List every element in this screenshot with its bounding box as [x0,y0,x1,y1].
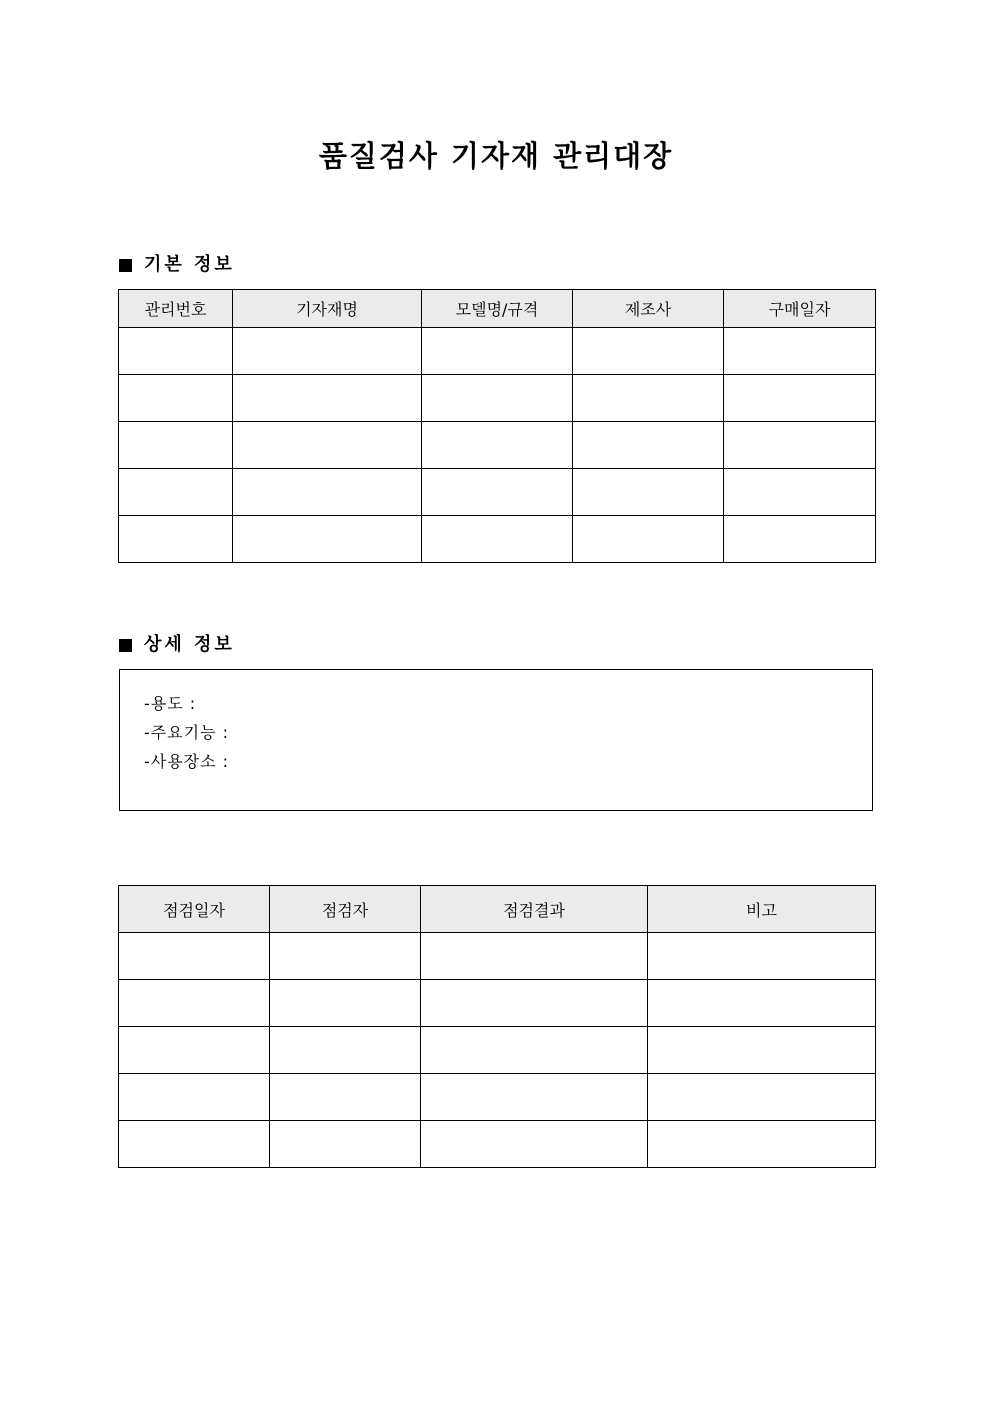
column-header-equipment-name: 기자재명 [233,290,422,328]
table-cell[interactable] [119,422,233,469]
table-cell[interactable] [648,980,876,1027]
table-cell[interactable] [119,1074,270,1121]
detail-info-box[interactable] [119,669,873,811]
column-header-management-number: 관리번호 [119,290,233,328]
square-bullet-icon [119,639,132,652]
table-cell[interactable] [422,516,573,563]
table-row [119,328,876,375]
table-cell[interactable] [573,375,724,422]
table-cell[interactable] [119,375,233,422]
column-header-inspector: 점검자 [270,886,421,933]
table-cell[interactable] [270,980,421,1027]
inspection-table [118,885,876,1168]
table-cell[interactable] [233,469,422,516]
table-row [119,516,876,563]
detail-info-heading [119,633,235,657]
table-row [119,980,876,1027]
square-bullet-icon [119,259,132,272]
table-cell[interactable] [573,469,724,516]
basic-info-heading-label: 기본 정보 [144,254,235,275]
table-cell[interactable] [421,1027,648,1074]
table-cell[interactable] [648,1074,876,1121]
table-cell[interactable] [119,980,270,1027]
column-header-inspection-result: 점검결과 [421,886,648,933]
table-cell[interactable] [648,933,876,980]
column-header-purchase-date: 구매일자 [724,290,876,328]
table-cell[interactable] [724,375,876,422]
table-cell[interactable] [233,375,422,422]
table-cell[interactable] [270,1074,421,1121]
table-row [119,422,876,469]
table-cell[interactable] [270,933,421,980]
column-header-model-spec: 모델명/규격 [422,290,573,328]
table-row [119,1027,876,1074]
table-cell[interactable] [724,469,876,516]
table-row [119,933,876,980]
table-row [119,375,876,422]
table-cell[interactable] [422,328,573,375]
table-cell[interactable] [648,1027,876,1074]
table-cell[interactable] [573,328,724,375]
column-header-manufacturer: 제조사 [573,290,724,328]
table-cell[interactable] [119,328,233,375]
table-cell[interactable] [270,1121,421,1168]
table-cell[interactable] [421,980,648,1027]
table-cell[interactable] [573,516,724,563]
table-cell[interactable] [119,1121,270,1168]
table-cell[interactable] [270,1027,421,1074]
table-cell[interactable] [648,1121,876,1168]
table-cell[interactable] [724,422,876,469]
table-row [119,1074,876,1121]
table-cell[interactable] [119,469,233,516]
table-cell[interactable] [421,1121,648,1168]
table-cell[interactable] [119,516,233,563]
detail-info-heading-label: 상세 정보 [144,634,235,655]
page-title: 품질검사 기자재 관리대장 [318,139,674,173]
table-cell[interactable] [233,422,422,469]
table-cell[interactable] [724,328,876,375]
detail-line-main-function: -주요기능 : [144,723,230,742]
table-row [119,1121,876,1168]
detail-line-usage-location: -사용장소 : [144,752,230,771]
table-cell[interactable] [119,1027,270,1074]
table-cell[interactable] [422,422,573,469]
table-cell[interactable] [119,933,270,980]
column-header-remarks: 비고 [648,886,876,933]
table-cell[interactable] [421,1074,648,1121]
basic-info-heading [119,253,235,277]
inspection-header-row [119,886,876,933]
table-cell[interactable] [421,933,648,980]
basic-info-table [118,289,876,563]
basic-info-header-row [119,290,876,328]
detail-line-purpose: -용도 : [144,694,197,713]
table-cell[interactable] [233,516,422,563]
table-cell[interactable] [422,469,573,516]
table-cell[interactable] [422,375,573,422]
table-row [119,469,876,516]
table-cell[interactable] [724,516,876,563]
column-header-inspection-date: 점검일자 [119,886,270,933]
table-cell[interactable] [573,422,724,469]
table-cell[interactable] [233,328,422,375]
